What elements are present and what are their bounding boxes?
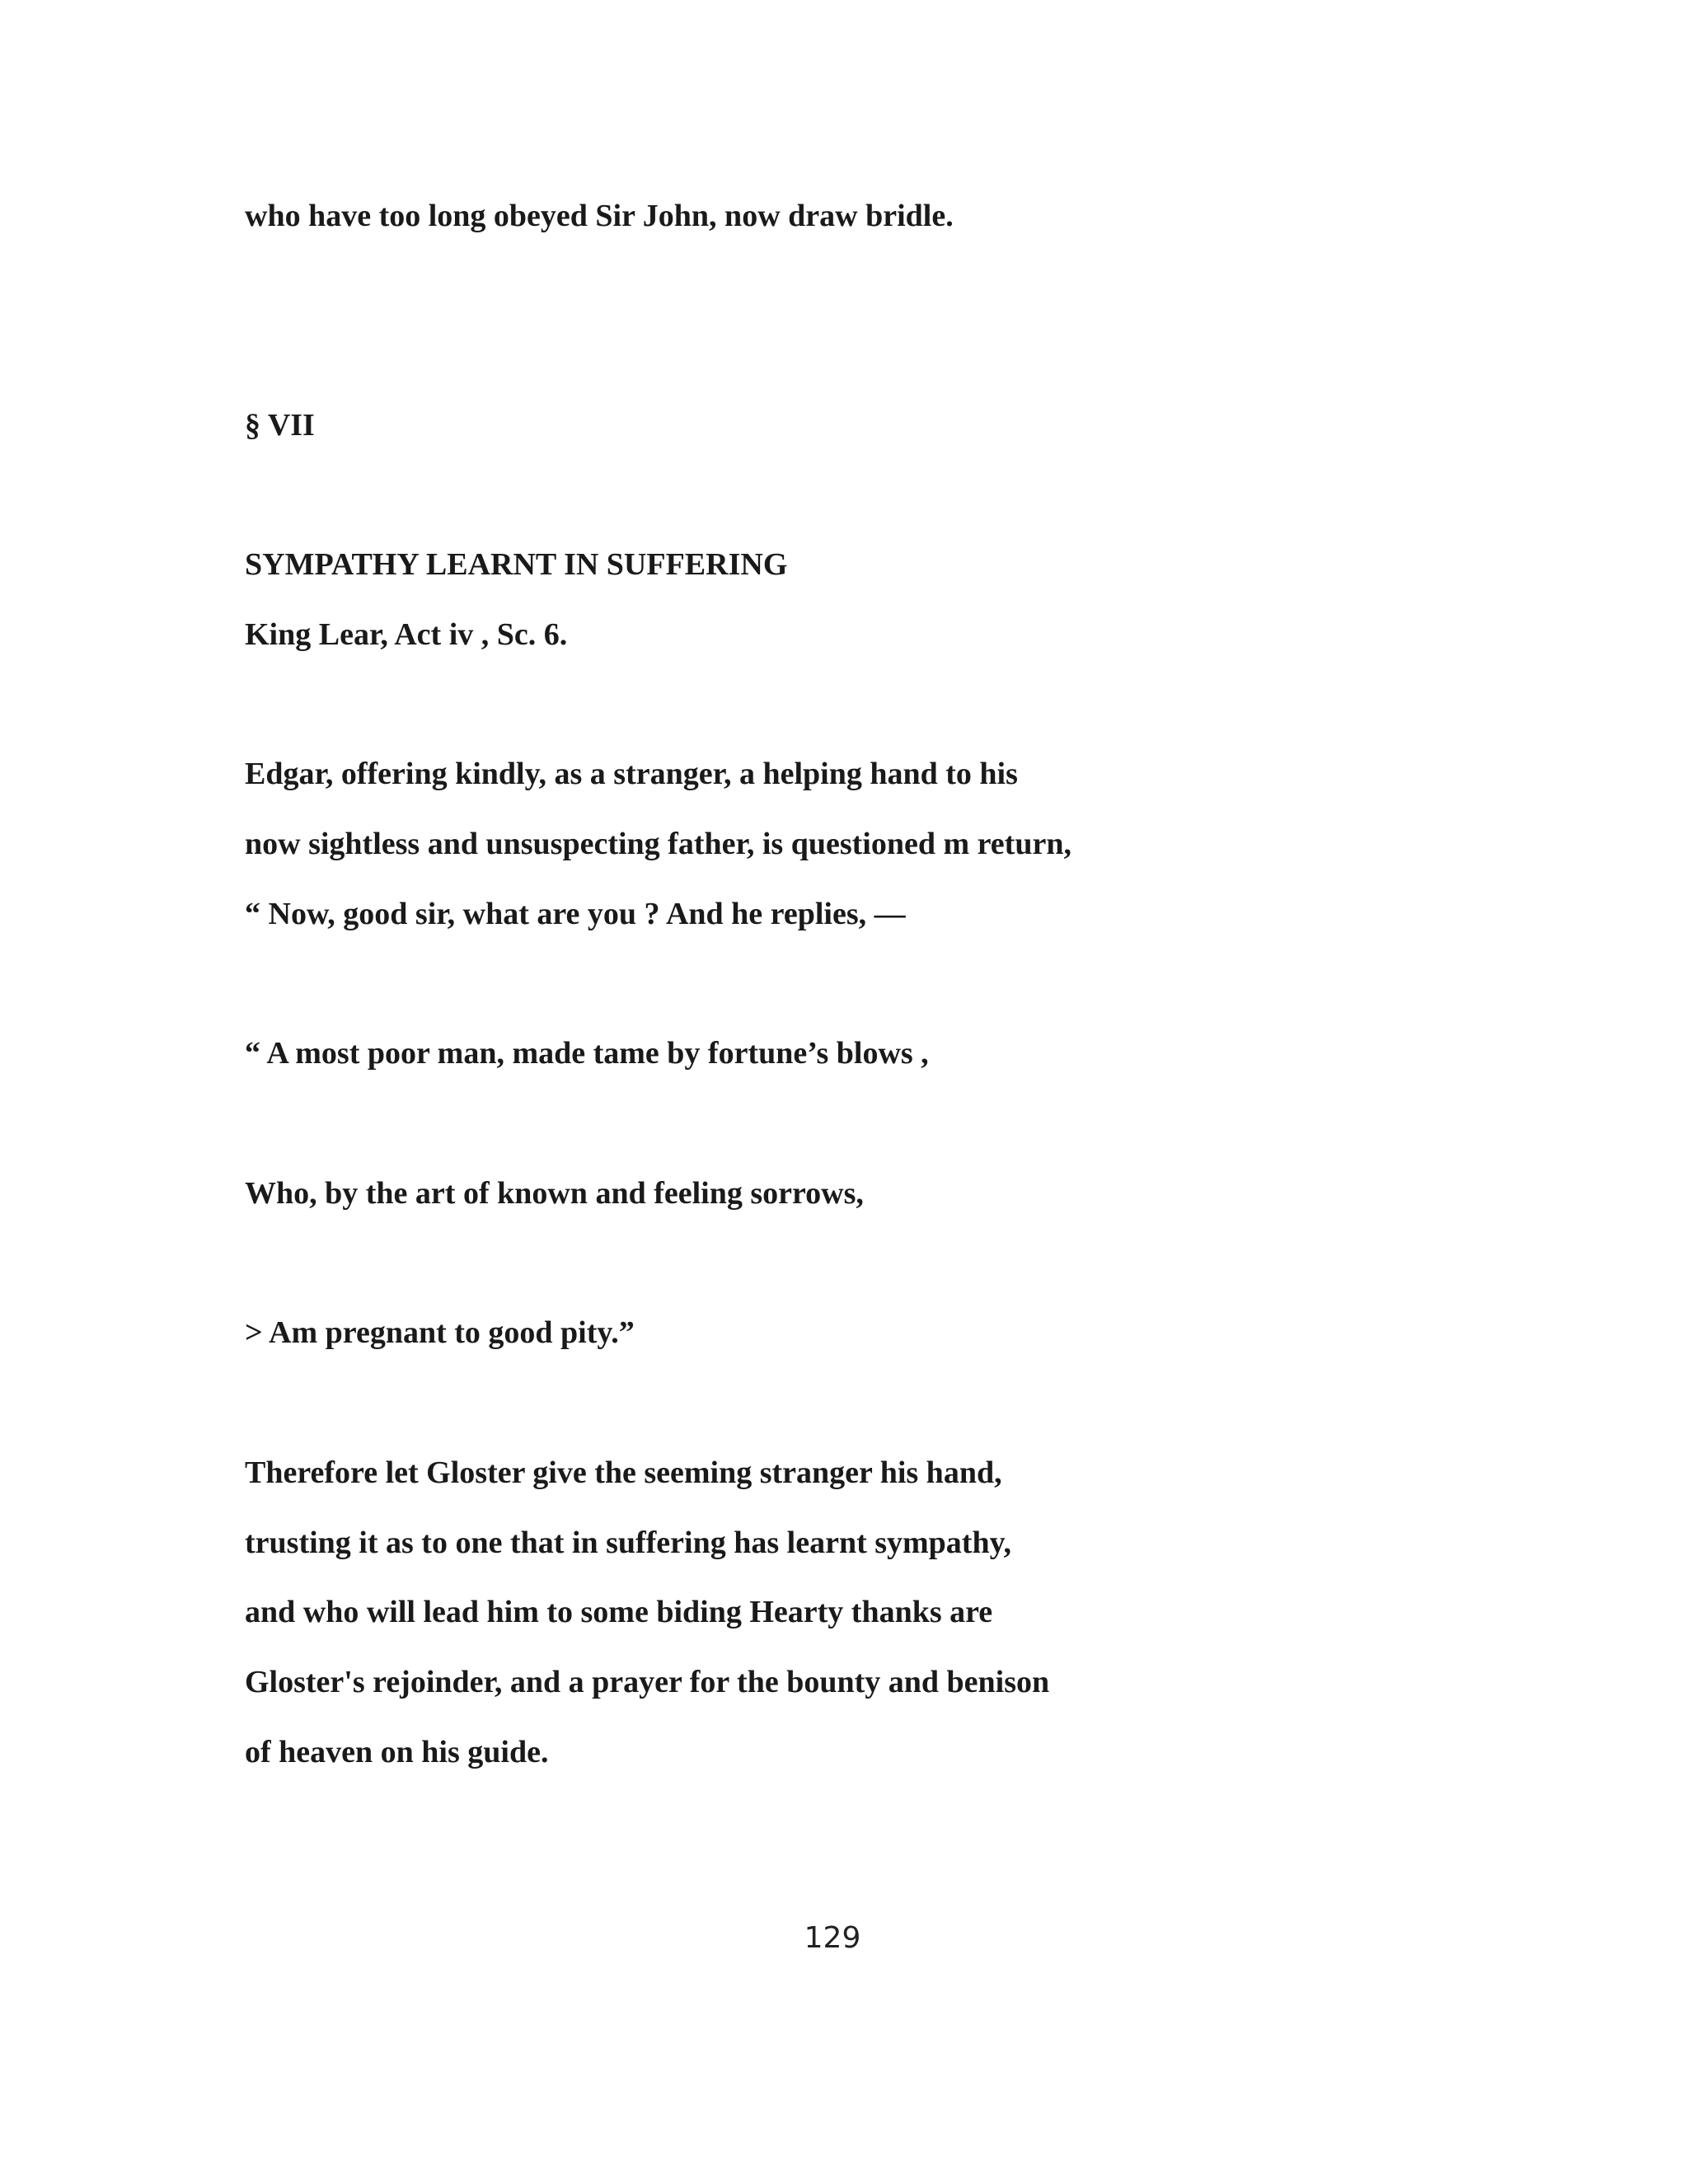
paragraph-line: now sightless and unsuspecting father, is questioned m return,: [245, 827, 1071, 861]
paragraph-line: of heaven on his guide.: [245, 1735, 549, 1769]
section-heading: SYMPATHY LEARNT IN SUFFERING: [245, 547, 788, 582]
continuation-line: who have too long obeyed Sir John, now draw bridle.: [245, 199, 954, 233]
paragraph-line: “ Now, good sir, what are you ? And he replies, —: [245, 897, 906, 931]
section-mark: § VII: [245, 408, 315, 443]
paragraph-line: and who will lead him to some biding Hearty thanks are: [245, 1595, 993, 1629]
paragraph-line: trusting it as to one that in suffering has learnt sympathy,: [245, 1526, 1011, 1560]
play-reference: King Lear, Act iv , Sc. 6.: [245, 617, 568, 652]
page-number: 129: [804, 1921, 861, 1955]
quote-line: Who, by the art of known and feeling sorrows,: [245, 1176, 864, 1211]
paragraph-line: Therefore let Gloster give the seeming stranger his hand,: [245, 1455, 1002, 1490]
paragraph-line: Edgar, offering kindly, as a stranger, a helping hand to his: [245, 757, 1018, 791]
paragraph-line: Gloster's rejoinder, and a prayer for the bounty and benison: [245, 1665, 1050, 1699]
quote-line: > Am pregnant to good pity.”: [245, 1315, 635, 1350]
quote-line: “ A most poor man, made tame by fortune’s blows ,: [245, 1036, 929, 1071]
